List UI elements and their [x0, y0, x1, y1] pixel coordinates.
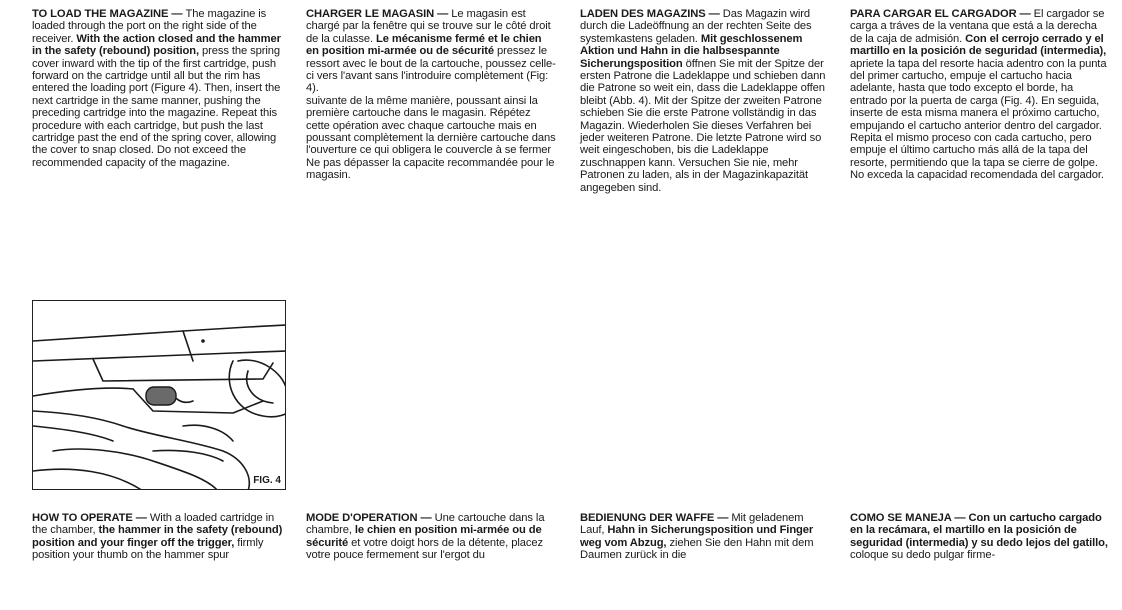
section-load-magazine-en [32, 8, 290, 169]
body-text-bold: Mit geschlossenem Aktion und Hahn in die halbsespannte Sicherungsposition [580, 32, 803, 70]
section-load-magazine-fr [306, 8, 556, 182]
section-load-magazine-de [580, 8, 830, 194]
section-heading: MODE D'OPERATION — [306, 512, 435, 524]
body-text: coloque su dedo pulgar firme- [850, 549, 996, 562]
body-text: Une cartouche dans la chambre, [306, 512, 545, 537]
body-text: With a loaded cartridge in the chamber, [32, 512, 275, 537]
section-operate-es [850, 512, 1108, 562]
section-heading: TO LOAD THE MAGAZINE — [32, 8, 186, 20]
body-text: The magazine is loaded through the port on the right side of the receiver. [32, 8, 267, 45]
body-text: et votre doigt hors de la détente, placez votre pouce fermement sur l'ergot du [306, 536, 543, 562]
body-text-bold: Le mécanisme fermé et le chien en position mi-armée ou de sécurité [306, 32, 542, 58]
body-text: El cargador se carga a tráves de la ventana que está a la derecha de la caja de admisión. [850, 8, 1105, 45]
body-text-bold: Con un cartucho cargado en la recámara, el martillo en la posición de seguridad (intermedia) y su dedo lejos del gatillo, [850, 512, 1108, 549]
section-heading: BEDIENUNG DER WAFFE — [580, 512, 732, 524]
section-operate-de [580, 512, 830, 562]
body-text-bold: Con el cerrojo cerrado y el martillo en la posición de seguridad (intermedia), [850, 32, 1107, 58]
body-text-bold: With the action closed and the hammer in the safety (rebound) position, [32, 32, 281, 58]
section-operate-fr [306, 512, 556, 562]
body-text-bold: the hammer in the safety (rebound) position and your finger off the trigger, [32, 524, 283, 549]
section-heading: COMO SE MANEJA — [850, 512, 969, 524]
section-heading: HOW TO OPERATE — [32, 512, 150, 524]
figure-4 [32, 300, 286, 490]
section-operate-en [32, 512, 290, 562]
section-heading: LADEN DES MAGAZINS — [580, 8, 723, 20]
section-heading: PARA CARGAR EL CARGADOR — [850, 8, 1034, 20]
body-text: Le magasin est chargé par la fenêtre qui se trouve sur le côté droit de la culasse. [306, 8, 551, 45]
body-text-bold: le chien en position mi-armée ou de sécurité [306, 524, 542, 549]
loading-illustration [33, 301, 286, 490]
body-text: apriete la tapa del resorte hacia adentro con la punta del primer cartucho, empuje el cartucho hacia adelante, hasta que todo excepto el borde, ha entrado por la puerta de carga (Fig. 4). En seguida, inserte de esta misma manera el próximo cartucho, empujando el cartucho anterior dentro del cargador. Repita el mismo proceso con cada cartucho, pero empuje el último cartucho más allá de la tapa del resorte, permitiendo que la tapa se cierre de golpe. No exceda la capacidad recomendada del cargador. [850, 57, 1107, 182]
body-text: press the spring cover inward with the tip of the first cartridge, push forward on the cartridge until all but the rim has entered the loading port (Figure 4). Then, insert the next cartridge in the same manner, pushing the preceding cartridge into the magazine. Repeat this procedure with each cartridge, but push the last cartridge past the end of the spring cover, allowing the cover to snap closed. Do not exceed the recommended capacity of the magazine. [32, 45, 281, 169]
section-heading: CHARGER LE MAGASIN — [306, 8, 452, 20]
body-text: pressez le ressort avec le bout de la cartouche, poussez celle-ci vers l'avant sans l'introduire complètement (Fig: 4). suivante de la même manière, poussant ainsi la première cartouche dans le magasin. Répétez cette opération avec chaque cartouche mais en poussant complètement la dernière cartouche dans l'ouverture ce qui obligera le couvercle à se fermer Ne pas dépasser la capacite recommandée pour le magasin. [306, 45, 556, 182]
body-text: Mit geladenem Lauf, [580, 512, 804, 537]
body-text: öffnen Sie mit der Spitze der ersten Patrone die Ladeklappe und schieben dann die Patrone so weit ein, dass die Ladeklappe offen bleibt (Abb. 4). Mit der Spitze der zweiten Patrone schieben Sie die erste Patrone vollständig in das Magazin. Wiederholen Sie dieses Verfahren bei jeder weiteren Patrone. Die letzte Patrone wird so weit eingeschoben, bis die Ladeklappe zuschnappen kann. Versuchen Sie nie, mehr Patronen zu laden, als in der Magazinkapazität angegeben sind. [580, 57, 826, 194]
body-text: ziehen Sie den Hahn mit dem Daumen zurück in die [580, 536, 814, 562]
body-text: Das Magazin wird durch die Ladeöffnung an der rechten Seite des systemkastens geladen. [580, 8, 812, 45]
figure-label: FIG. 4 [253, 475, 281, 486]
body-text: firmly position your thumb on the hammer spur [32, 536, 264, 562]
section-load-magazine-es [850, 8, 1108, 182]
body-text-bold: Hahn in Sicherungsposition und Finger weg vom Abzug, [580, 524, 814, 549]
